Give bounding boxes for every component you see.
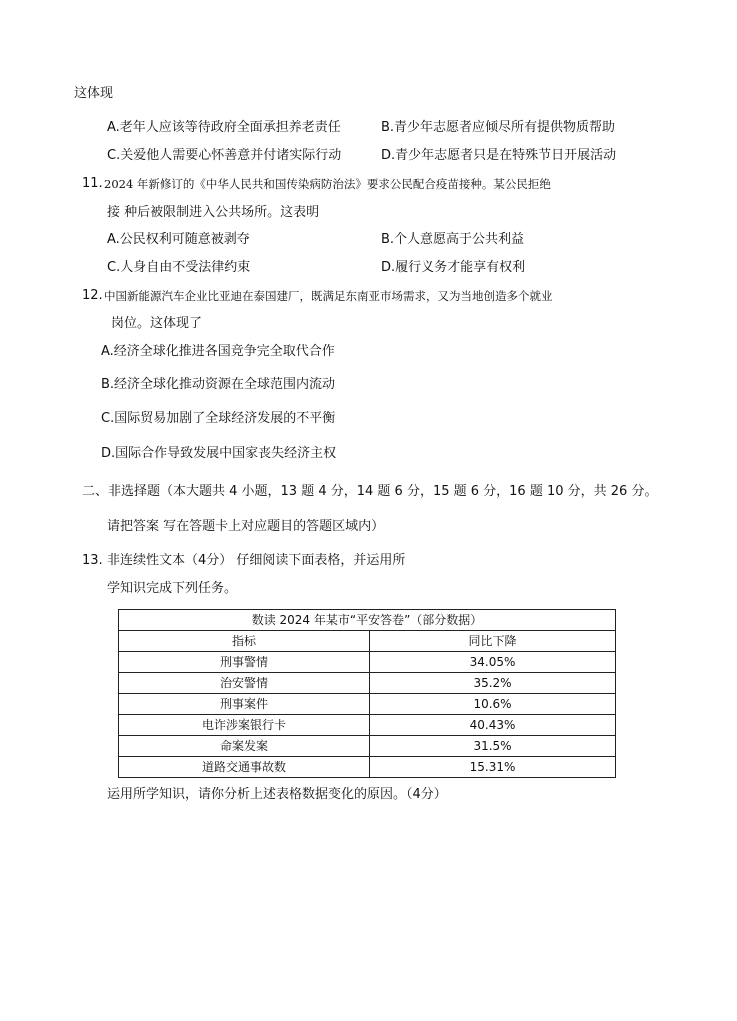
q11-stem-line1: 2024 年新修订的《中华人民共和国传染病防治法》要求公民配合疫苗接种。某公民拒绝 [104, 177, 551, 191]
q13-stem-line1: 非连续性文本（4分） 仔细阅读下面表格，并运用所 [107, 553, 406, 568]
table-title: 数读 2024 年某市“平安答卷”（部分数据） [119, 610, 616, 631]
table-row [119, 715, 616, 736]
table-header-row [119, 631, 616, 652]
q12-option-c: C.国际贸易加剧了全球经济发展的不平衡 [101, 411, 336, 426]
table-cell-value: 15.31% [370, 757, 616, 778]
table-cell-value: 40.43% [370, 715, 616, 736]
table-row [119, 736, 616, 757]
table-cell-value: 35.2% [370, 673, 616, 694]
table-cell-indicator: 道路交通事故数 [119, 757, 370, 778]
q12-option-a: A.经济全球化推进各国竞争完全取代合作 [101, 344, 335, 359]
table-row [119, 757, 616, 778]
table-row [119, 673, 616, 694]
table-cell-value: 34.05% [370, 652, 616, 673]
q10-option-a: A.老年人应该等待政府全面承担养老责任 [107, 120, 341, 135]
q11-option-a: A.公民权利可随意被剥夺 [107, 232, 250, 247]
data-table [118, 609, 616, 778]
table-header-decline: 同比下降 [370, 631, 616, 652]
table-row [119, 652, 616, 673]
q12-option-d: D.国际合作导致发展中国家丧失经济主权 [101, 446, 337, 461]
q11-stem-line2: 接 种后被限制进入公共场所。这表明 [107, 205, 320, 220]
table-header-indicator: 指标 [119, 631, 370, 652]
q12-option-b: B.经济全球化推动资源在全球范围内流动 [101, 377, 336, 392]
q10-option-c: C.关爱他人需要心怀善意并付诸实际行动 [107, 148, 342, 163]
table-row [119, 694, 616, 715]
q11-number: 11. [82, 176, 103, 191]
table-cell-indicator: 命案发案 [119, 736, 370, 757]
section2-heading: 二、非选择题（本大题共 4 小题，13 题 4 分，14 题 6 分，15 题 6 分，16 题 10 分，共 26 分。 [82, 484, 658, 499]
q12-stem-line1: 中国新能源汽车企业比亚迪在泰国建厂，既满足东南亚市场需求，又为当地创造多个就业 [104, 289, 553, 303]
q12-number: 12. [82, 288, 103, 303]
q12-stem-line2: 岗位。这体现了 [111, 316, 203, 331]
table-cell-indicator: 电诈涉案银行卡 [119, 715, 370, 736]
q10-option-b: B.青少年志愿者应倾尽所有提供物质帮助 [381, 120, 616, 135]
table-cell-indicator: 刑事警情 [119, 652, 370, 673]
q13-number: 13. [82, 553, 103, 568]
q13-task: 运用所学知识，请你分析上述表格数据变化的原因。（4分） [107, 787, 447, 802]
table-cell-indicator: 治安警情 [119, 673, 370, 694]
table-cell-value: 31.5% [370, 736, 616, 757]
table-title-row [119, 610, 616, 631]
q13-stem-line2: 学知识完成下列任务。 [107, 581, 238, 596]
q11-option-b: B.个人意愿高于公共利益 [381, 232, 525, 247]
table-cell-value: 10.6% [370, 694, 616, 715]
table-cell-indicator: 刑事案件 [119, 694, 370, 715]
q10-option-d: D.青少年志愿者只是在特殊节日开展活动 [381, 148, 617, 163]
q11-option-d: D.履行义务才能享有权利 [381, 260, 526, 275]
intro-text: 这体现 [74, 86, 114, 101]
section2-note: 请把答案 写在答题卡上对应题目的答题区域内） [107, 519, 385, 534]
q11-option-c: C.人身自由不受法律约束 [107, 260, 251, 275]
